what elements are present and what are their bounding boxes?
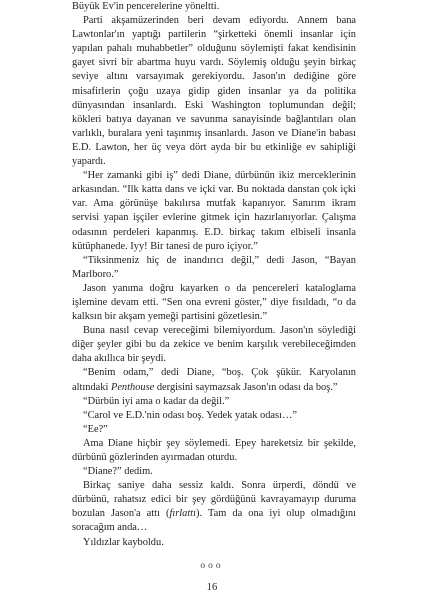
paragraph-5: Jason yanıma doğru kayarken o da pencereleri kataloglama işlemine devam etti. “Sen ona evreni göster,” diye fısıldadı, “o da kalksın bir akşam yemeği partisini gözetlesin.”	[72, 282, 356, 323]
paragraph-1: Büyük Ev'in pencerelerine yöneltti.	[72, 1, 220, 12]
page-number: 16	[206, 582, 218, 593]
paragraph-13: Birkaç saniye daha sessiz kaldı. Sonra ürperdi, döndü ve dürbünü, rahatsız edici bir şey gördüğünü kavrayamayıp duruma bozulan Jason'a attı (fırlattı). Tam da ona iyi olup olmadığını soracağım anda…	[72, 480, 357, 534]
paragraph-3: “Her zamanki gibi iş” dedi Diane, dürbünün ikiz merceklerinin arkasından. “Ilk katta dans ve içki var. Bu noktada danstan çok içki var. Ama görünüşe bakılırsa mutfak kapanıyor. Sanırım ikram servisi yapan işçiler evlerine gitmek için hazırlanıyorlar. Çalışma odasının perdeleri kapanmış. E.D. birkaç takım elbiseli insanla kütüphanede. Iyy! Bir tanesi de puro içiyor.”	[72, 170, 356, 252]
paragraph-10: “Ee?”	[83, 423, 108, 435]
paragraph-12: “Diane?” dedim.	[83, 466, 153, 478]
paragraph-7: “Benim odam,” dedi Diane, “boş. Çok şükür. Karyolanın altındaki Penthouse dergisini saymazsak Jason'ın odası da boş.”	[72, 367, 356, 393]
paragraph-11: Ama Diane hiçbir şey söylemedi. Epey hareketsiz bir şekilde, dürbünü gözlerinden ayırmadan oturdu.	[72, 437, 356, 463]
paragraph-4: “Tiksinmeniz hiç de inandırıcı değil,” dedi Jason, “Bayan Marlboro.”	[72, 254, 356, 280]
paragraph-8: “Dürbün iyi ama o kadar da değil.”	[83, 395, 230, 407]
paragraph-9: “Carol ve E.D.'nin odası boş. Yedek yatak odası…”	[83, 409, 297, 421]
body-text	[72, 0, 356, 550]
paragraph-6: Buna nasıl cevap vereceğimi bilemiyordum. Jason'ın söylediği diğer şeyler gibi bu da zekice ve benim karşılık verebileceğimden daha akıllıca bir şeydi.	[72, 325, 356, 365]
paragraph-2: Parti akşamüzerinden beri devam ediyordu. Annem bana Lawtonlar'ın yaptığı partilerin “şirketteki önemli insanlar için yapılan pahalı muhabbetler” olduğunu söylemişti fakat kendisinin gayet sivri bir abartma huyu vardı. Söylemiş olduğu şeyin birkaç seviye altını varsayımak gerekiyordu. Jason'ın dediğine göre misafirlerin çoğu uzaya gidip giden insanlar ya da politika dünyasından insanlardı. Eski Washington toplumundan değil; kökleri batıya dayanan ve savunma sanayisinde bağlantıları olan varlıklı, buralara yeni taşınmış insanlardı. Jason ve Diane'in babası E.D. Lawton, her üç veya dört ayda bir bu etkinliğe ev sahipliği yapardı.	[72, 15, 356, 168]
section-break-ornament: ooo	[200, 561, 224, 571]
paragraph-14: Yıldızlar kayboldu.	[83, 536, 164, 548]
